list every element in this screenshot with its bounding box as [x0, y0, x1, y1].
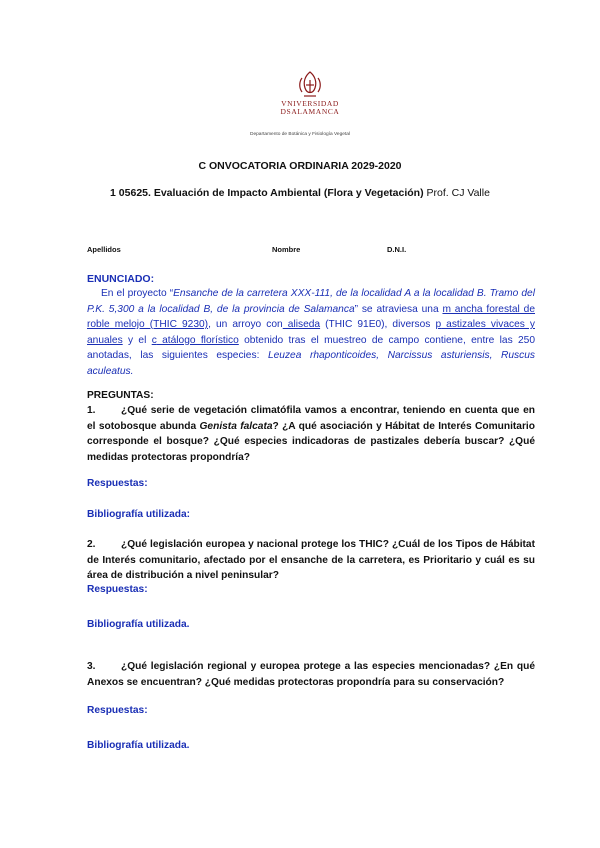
species-list: Leuzea rhaponticoides, Narcissus asturiensis, Ruscus aculeatus.: [87, 350, 535, 377]
course-line: [0, 187, 600, 199]
department-name: Departamento de Botánica y Fisiología Vegetal: [250, 132, 350, 137]
question-text: ¿Qué legislación regional y europea protege a las especies mencionadas? ¿En qué Anexos se encuentran? ¿Qué medidas protectoras propondría para su conservación?: [87, 661, 535, 688]
enunciado-intro: En el proyecto “: [101, 288, 174, 299]
question-number: 2.: [87, 539, 96, 550]
question-text: ¿Qué legislación europea y nacional protege los THIC? ¿Cuál de los Tipos de Hábitat de Interés comunitario, afectado por el ensanche de la carretera, es Prioritario y cuál es su área de distribución a nivel peninsular?: [87, 539, 535, 581]
course-code-title: 1 05625. Evaluación de Impacto Ambiental (Flora y Vegetación): [110, 187, 424, 199]
c-letter: c: [151, 334, 157, 346]
aliseda-habitat: aliseda: [282, 319, 321, 330]
enunciado-text: obtenido tras el muestreo de campo contiene, entre las 250 anotadas, las siguientes especies:: [87, 334, 536, 361]
question-3: [87, 659, 535, 690]
respuestas-label-2: Respuestas:: [87, 584, 148, 595]
enunciado-text: y el: [122, 334, 152, 346]
page-title: C ONVOCATORIA ORDINARIA 2029-2020: [198, 160, 402, 172]
project-name: Ensanche de la carretera XXX-111, de la localidad A a la localidad B. Tramo del P.K. 5,300 a la localidad B, de la provincia de Salamanca: [87, 288, 535, 315]
enunciado-text: (THIC 91E0), diversos: [320, 319, 436, 330]
university-name: VNIVERSIDAD DSALAMANCA: [280, 99, 340, 116]
crest-icon: [293, 70, 327, 100]
respuestas-label-3: Respuestas:: [87, 705, 148, 716]
bibliografia-label-2: Bibliografía utilizada.: [87, 619, 190, 630]
question-2: [87, 537, 535, 584]
bibliografia-label-1: Bibliografía utilizada:: [87, 509, 191, 520]
professor-name: Prof. CJ Valle: [426, 187, 490, 199]
p-letter: p: [435, 319, 442, 330]
bibliografia-label-3: Bibliografía utilizada.: [87, 740, 190, 751]
respuestas-label-1: Respuestas:: [87, 478, 148, 489]
catalogo-floristico: atálogo florístico: [156, 334, 239, 346]
apellidos-label: Apellidos: [87, 245, 121, 254]
enunciado-text: , un arroyo con: [208, 319, 283, 330]
dni-label: D.N.I.: [387, 245, 407, 254]
enunciado-heading: ENUNCIADO:: [87, 273, 155, 285]
melojo-habitat: ancha forestal de roble melojo (THIC 9230): [87, 303, 535, 330]
enunciado-text: ” se atraviesa una: [354, 303, 443, 315]
question-text: ? ¿A qué asociación y Hábitat de Interés Comunitario corresponde el bosque? ¿Qué especies indicadoras de pastizales debería buscar? ¿Qué medidas protectoras propondría?: [87, 420, 535, 463]
question-number: 1.: [87, 405, 96, 416]
m-letter: m: [442, 303, 451, 315]
university-logo: [275, 70, 345, 132]
question-1: [87, 403, 535, 465]
enunciado-paragraph: [87, 286, 535, 379]
preguntas-heading: PREGUNTAS:: [87, 390, 154, 401]
question-species: Genista falcata: [199, 420, 273, 432]
question-number: 3.: [87, 661, 96, 672]
nombre-label: Nombre: [272, 245, 301, 254]
question-text: ¿Qué serie de vegetación climatófila vamos a encontrar, teniendo en cuenta que en el sotobosque abunda: [87, 405, 535, 432]
pastizales-habitat: astizales vivaces y anuales: [87, 319, 535, 346]
